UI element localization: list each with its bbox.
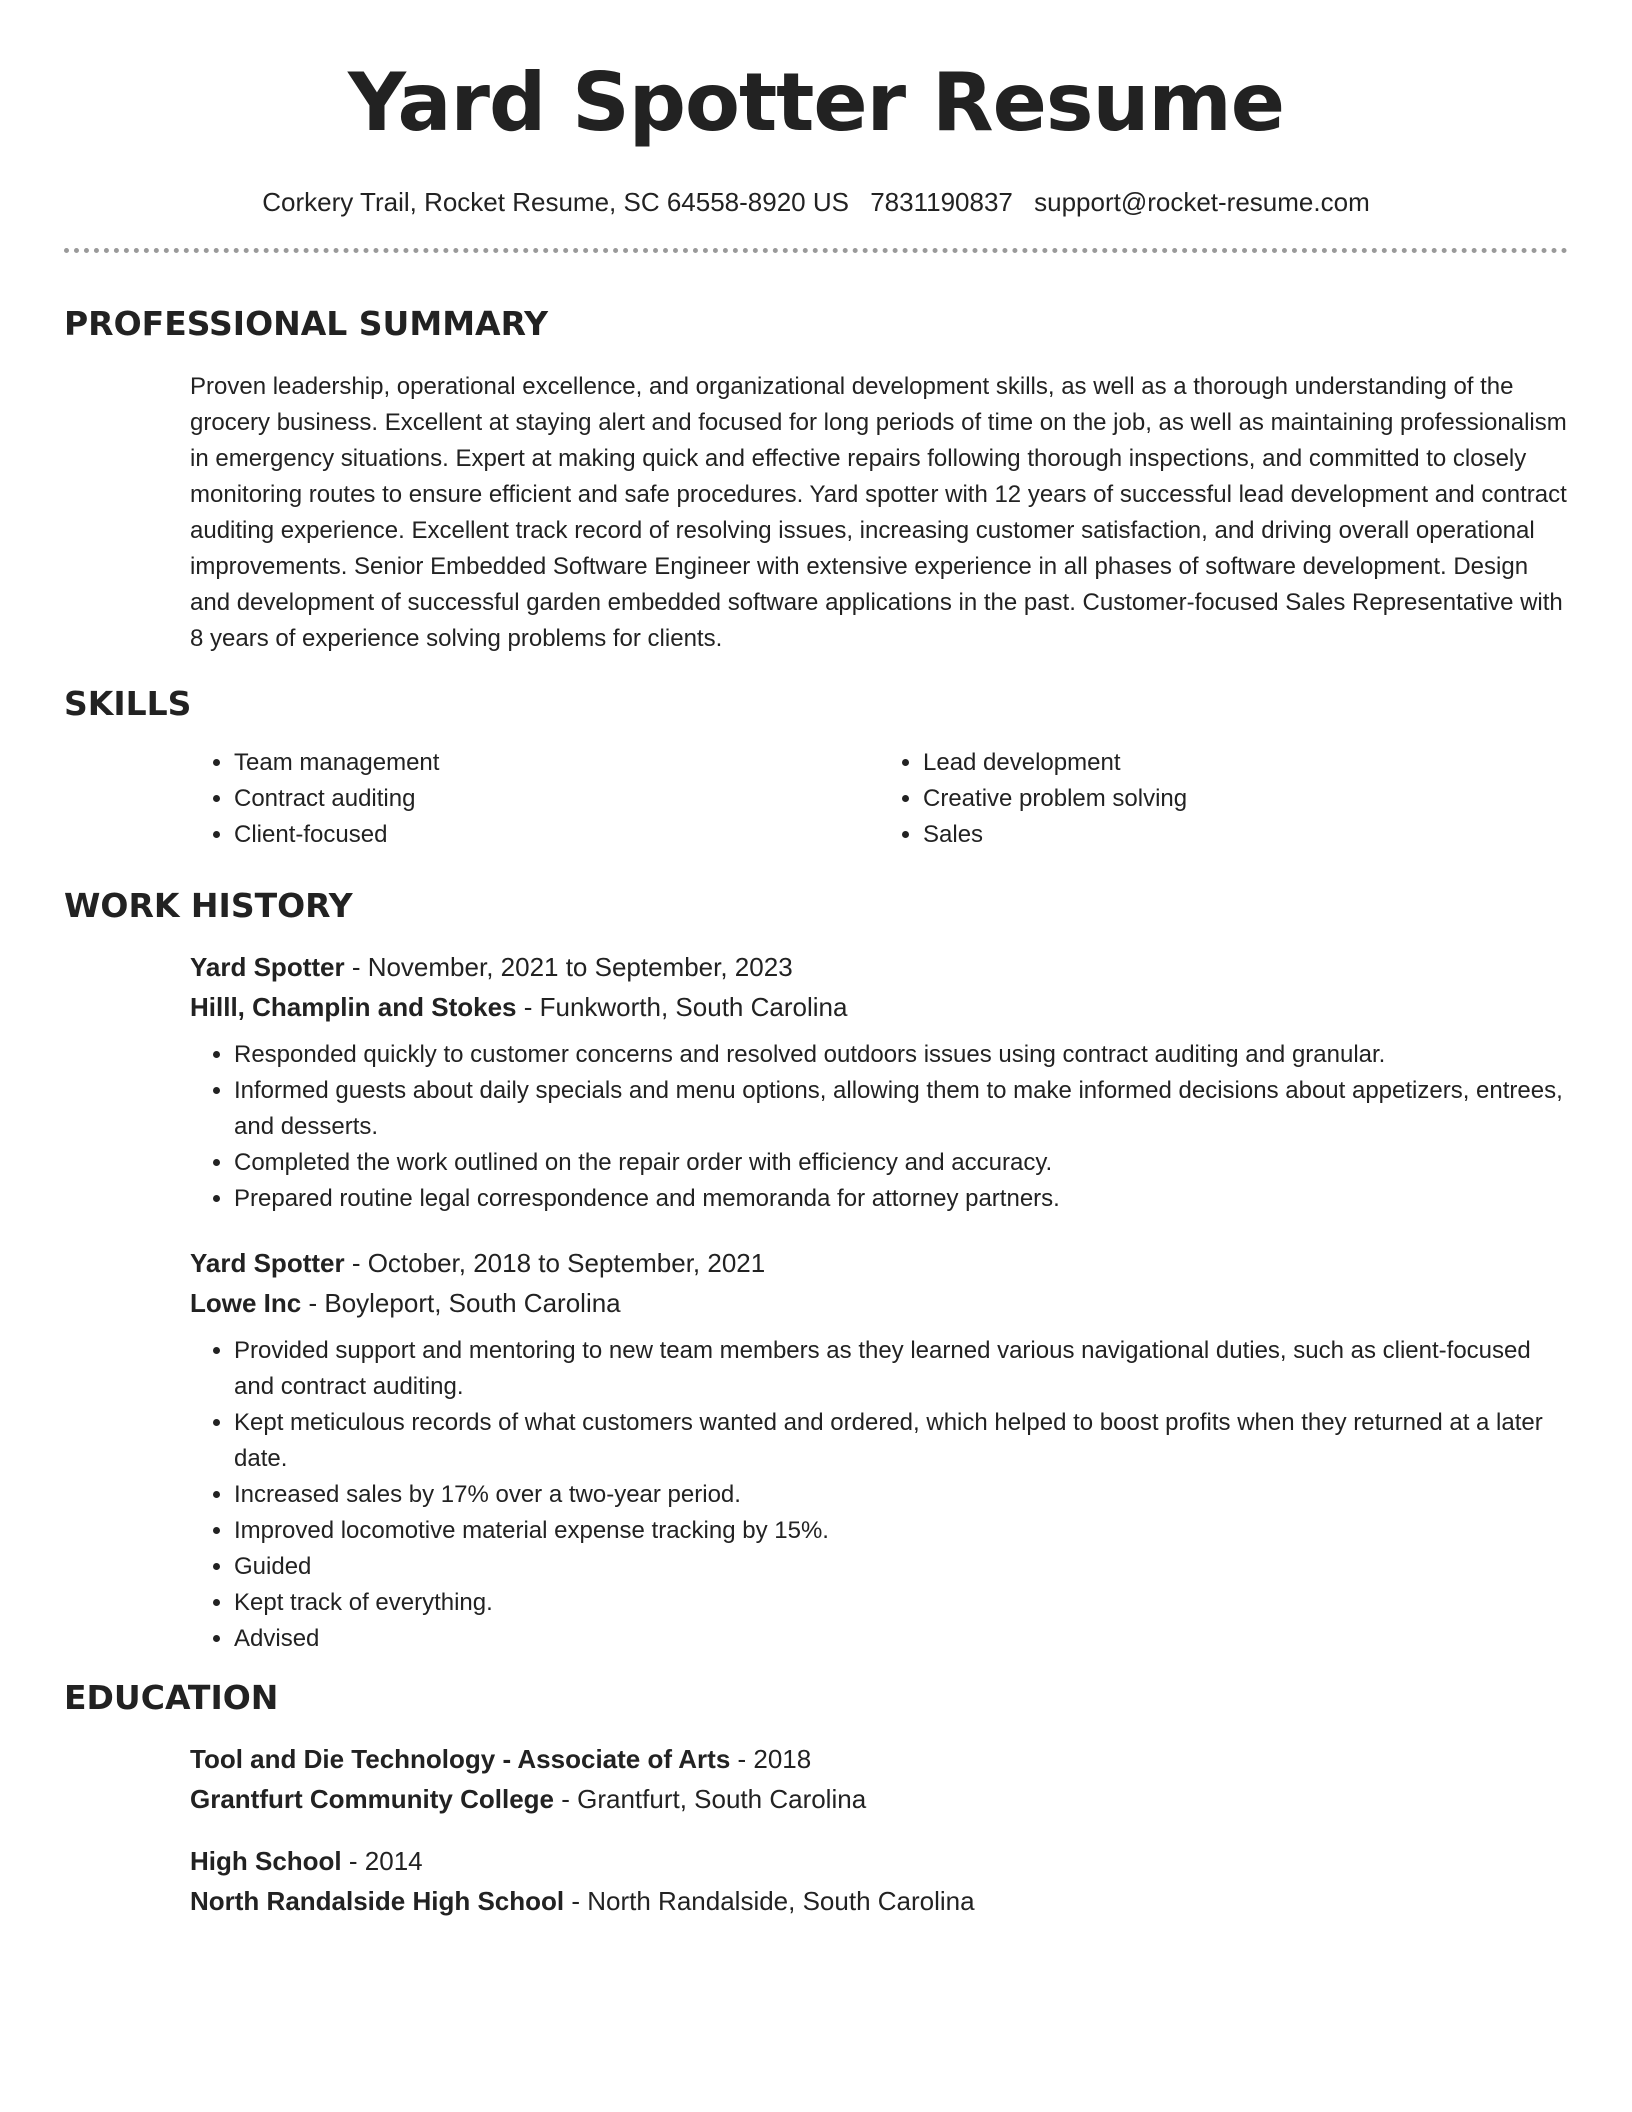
job-bullet: • Guided — [234, 1549, 1568, 1585]
contact-line — [64, 178, 1568, 226]
job-location: - Funkworth, South Carolina — [516, 992, 848, 1022]
skill-item: • Team management — [234, 745, 879, 781]
job-bullet: • Improved locomotive material expense tracking by 15%. — [234, 1513, 1568, 1549]
job-dates: - November, 2021 to September, 2023 — [344, 952, 793, 982]
education-entry — [190, 1841, 1568, 1921]
education-school: North Randalside High School — [190, 1886, 565, 1916]
contact-phone: 7831190837 — [870, 187, 1013, 217]
job-bullets — [190, 1333, 1568, 1657]
job-title-line — [190, 947, 1568, 987]
job-bullet: • Kept meticulous records of what customers wanted and ordered, which helped to boost profits when they returned at a later date. — [234, 1405, 1568, 1477]
skill-item: • Client-focused — [234, 817, 879, 853]
education-degree-line — [190, 1841, 1568, 1881]
education-year: - 2018 — [730, 1744, 812, 1774]
header-divider — [64, 248, 1568, 253]
education-school-line — [190, 1881, 1568, 1921]
skills-column-right — [879, 745, 1568, 853]
skill-item: • Sales — [923, 817, 1568, 853]
job-bullets — [190, 1037, 1568, 1217]
education-location: - North Randalside, South Carolina — [564, 1886, 975, 1916]
education-entry — [190, 1739, 1568, 1819]
job-bullet: • Responded quickly to customer concerns and resolved outdoors issues using contract auditing and granular. — [234, 1037, 1568, 1073]
job-title-line — [190, 1243, 1568, 1283]
education-degree: Tool and Die Technology - Associate of Arts — [190, 1744, 731, 1774]
skill-item: • Lead development — [923, 745, 1568, 781]
section-title-summary: PROFESSIONAL SUMMARY — [64, 304, 549, 343]
job-title: Yard Spotter — [190, 952, 345, 982]
job-bullet: • Kept track of everything. — [234, 1585, 1568, 1621]
job-title: Yard Spotter — [190, 1248, 345, 1278]
job-bullet: • Informed guests about daily specials and menu options, allowing them to make informed decisions about appetizers, entrees, and desserts. — [234, 1073, 1568, 1145]
section-title-skills: SKILLS — [64, 684, 192, 723]
resume-title: Yard Spotter Resume — [347, 56, 1285, 149]
job-company-line — [190, 987, 1568, 1027]
job-company: Lowe Inc — [190, 1288, 302, 1318]
job-bullet: • Provided support and mentoring to new team members as they learned various navigational duties, such as client-focused and contract auditing. — [234, 1333, 1568, 1405]
education-degree-line — [190, 1739, 1568, 1779]
summary-text: Proven leadership, operational excellence, and organizational development skills, as well as a thorough understanding of the grocery business. Excellent at staying alert and focused for long periods of time on the job, as well as maintaining professionalism in emergency situations. Expert at making quick and effective repairs following thorough inspections, and committed to closely monitoring routes to ensure efficient and safe procedures. Yard spotter with 12 years of successful lead development and contract auditing experience. Excellent track record of resolving issues, increasing customer satisfaction, and driving overall operational improvements. Senior Embedded Software Engineer with extensive experience in all phases of software development. Design and development of successful garden embedded software applications in the past. Customer-focused Sales Representative with 8 years of experience solving problems for clients. — [190, 373, 1567, 652]
education-year: - 2014 — [341, 1846, 423, 1876]
education-school-line — [190, 1779, 1568, 1819]
job-company-line — [190, 1283, 1568, 1323]
education-degree: High School — [190, 1846, 342, 1876]
job-bullet: • Advised — [234, 1621, 1568, 1657]
skills-list — [190, 745, 1568, 853]
job-location: - Boyleport, South Carolina — [301, 1288, 621, 1318]
skills-column-left — [190, 745, 879, 853]
job-company: Hilll, Champlin and Stokes — [190, 992, 517, 1022]
section-title-work-history: WORK HISTORY — [64, 886, 353, 925]
job-bullet: • Prepared routine legal correspondence and memoranda for attorney partners. — [234, 1181, 1568, 1217]
skill-item: • Contract auditing — [234, 781, 879, 817]
contact-email: support@rocket-resume.com — [1034, 187, 1370, 217]
job-bullet: • Completed the work outlined on the repair order with efficiency and accuracy. — [234, 1145, 1568, 1181]
education-location: - Grantfurt, South Carolina — [554, 1784, 867, 1814]
education-school: Grantfurt Community College — [190, 1784, 555, 1814]
job-entry — [190, 1243, 1568, 1657]
job-dates: - October, 2018 to September, 2021 — [344, 1248, 766, 1278]
job-bullet: • Increased sales by 17% over a two-year period. — [234, 1477, 1568, 1513]
resume-page — [64, 0, 1568, 1921]
contact-address: Corkery Trail, Rocket Resume, SC 64558-8920 US — [262, 187, 849, 217]
section-title-education: EDUCATION — [64, 1678, 279, 1717]
job-entry — [190, 947, 1568, 1217]
skill-item: • Creative problem solving — [923, 781, 1568, 817]
